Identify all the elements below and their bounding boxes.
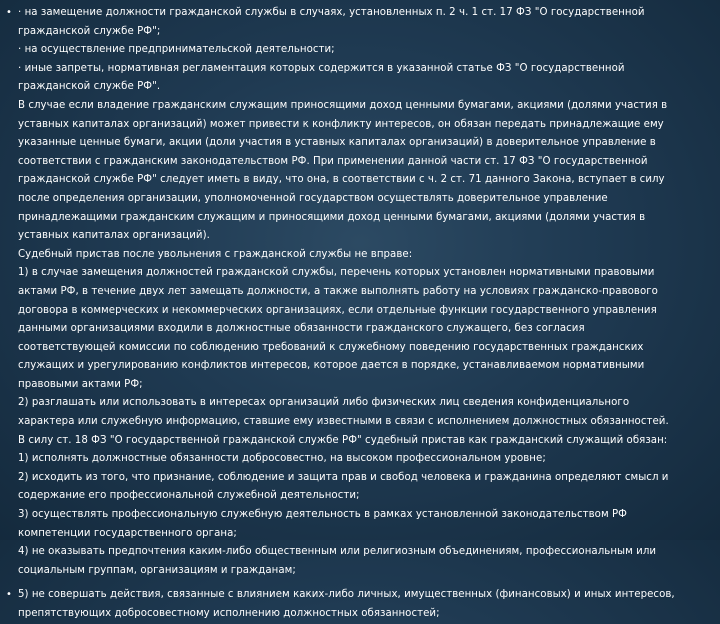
text-line: характера или служебную информацию, ставшие ему известными в связи с исполнением должностных обязанностей. [18,416,669,428]
text-line: В силу ст. 18 ФЗ "О государственной гражданской службе РФ" судебный пристав как гражданский служащий обязан: [18,434,668,446]
text-line: гражданской службе РФ"; [18,25,161,37]
text-line: · на замещение должности гражданской службы в случаях, установленных п. 2 ч. 1 ст. 17 ФЗ "О государственной [18,7,645,18]
text-line: соответствующей комиссии по соблюдению требований к служебному поведению государственных гражданских [18,341,644,353]
text-line: 1) исполнять должностные обязанности добросовестно, на высоком профессиональном уровне; [18,453,546,465]
text-line: 2) исходить из того, что признание, соблюдение и защита прав и свобод человека и гражданина определяют смысл и [18,471,669,483]
text-line: · иные запреты, нормативная регламентация которых содержится в указанной статье ФЗ "О государственной [18,62,625,74]
bullet-list [6,4,714,624]
bullet-item [6,586,714,623]
text-line: договора в коммерческих и некоммерческих организациях, если отдельные функции государственного управления [18,304,657,316]
text-line: после определения организации, уполномоченной государством осуществлять доверительное управление [18,192,608,204]
text-line: служащих и урегулированию конфликтов интересов, которое дается в порядке, устанавливаемом нормативными [18,360,645,372]
bullet-item [6,4,714,580]
text-line: уставных капиталах организаций) может привести к конфликту интересов, он обязан передать принадлежащие ему [18,118,664,130]
text-line: · на осуществление предпринимательской деятельности; [18,44,335,56]
text-line: уставных капиталах организаций). [18,230,210,242]
bullet-marker: • [6,589,12,601]
text-line: принадлежащими гражданским служащим и приносящими доход ценными бумагами, акциями (долями участия в [18,211,646,223]
text-line: социальным группам, организациям и гражданам; [18,564,296,576]
text-line: 2) разглашать или использовать в интересах организаций либо физических лиц сведения конфиденциального [18,397,630,409]
text-line: В случае если владение гражданским служащим приносящими доход ценными бумагами, акциями (долями участия в [18,99,668,111]
text-line: актами РФ, в течение двух лет замещать должности, а также выполнять работу на условиях гражданско-правового [18,285,658,297]
text-line: указанные ценные бумаги, акции (доли участия в уставных капиталах организаций) в доверительное управление в [18,137,656,149]
text-line: Судебный пристав после увольнения с гражданской службы не вправе: [18,248,413,260]
text-line: содержание его профессиональной служебной деятельности; [18,490,360,502]
text-line: 3) осуществлять профессиональную служебную деятельность в рамках установленной законодательством РФ [18,509,627,521]
text-line: данными организациями входили в должностные обязанности гражданского служащего, без согласия [18,323,585,335]
text-line: препятствующих добросовестному исполнению должностных обязанностей; [18,608,440,619]
bullet-marker: • [6,7,12,18]
text-line: гражданской службе РФ" следует иметь в виду, что она, в соответствии с ч. 2 ст. 71 данного Закона, вступает в силу [18,174,665,186]
text-line: 5) не совершать действия, связанные с влиянием каких-либо личных, имущественных (финансовых) и иных интересов, [18,589,675,601]
text-line: 4) не оказывать предпочтения каким-либо общественным или религиозным объединениям, профессиональным или [18,546,657,558]
text-line: соответствии с гражданским законодательством РФ. При применении данной части ст. 17 ФЗ "О государственной [18,155,648,167]
text-line: компетенции государственного органа; [18,527,237,539]
text-line: 1) в случае замещения должностей гражданской службы, перечень которых установлен нормативными правовыми [18,267,655,279]
text-line: правовыми актами РФ; [18,378,143,390]
text-line: гражданской службе РФ". [18,81,161,93]
